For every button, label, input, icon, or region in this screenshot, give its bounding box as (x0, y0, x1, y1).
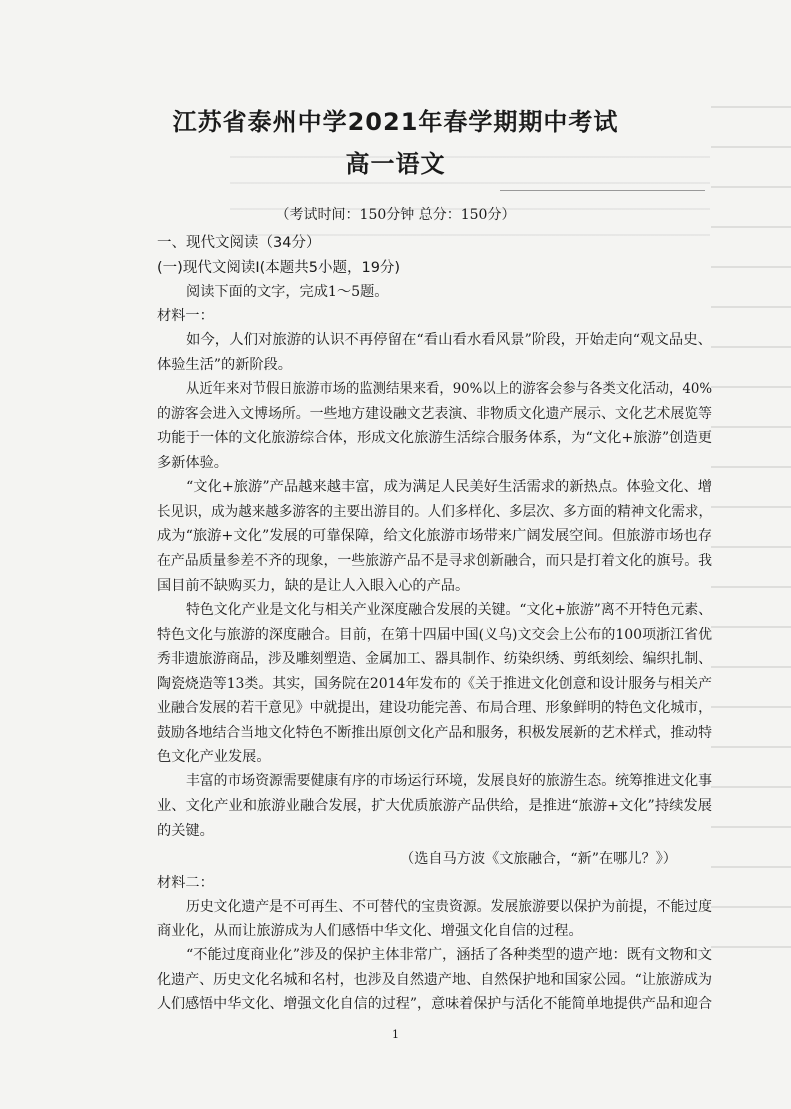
exam-subject: 高一语文 (345, 150, 446, 178)
material1-line: 如今，人们对旅游的认识不再停留在“看山看水看风景”阶段，开始走向“观文品史、 (186, 332, 712, 348)
material1-line: 多新体验。 (157, 455, 228, 471)
material1-line: 的关键。 (157, 823, 214, 839)
material1-line: 丰富的市场资源需要健康有序的市场运行环境，发展良好的旅游生态。统筹推进文化事 (186, 773, 712, 789)
material1-line: 的游客会进入文博场所。一些地方建设融文艺表演、非物质文化遗产展示、文化艺术展览等 (157, 406, 712, 422)
exam-info: （考试时间：150分钟 总分：150分） (275, 207, 516, 223)
material-label: 材料二： (157, 875, 214, 891)
material2-line: 化遗产、历史文化名城和名村，也涉及自然遗产地、自然保护地和国家公园。“让旅游成为 (157, 972, 712, 988)
material1-line: 在产品质量参差不齐的现象，一些旅游产品不是寻求创新融合，而只是打着文化的旗号。我 (157, 553, 712, 569)
material-label: 材料一： (157, 308, 214, 324)
title-rule (500, 190, 705, 191)
material2-line: 商业化，从而让旅游成为人们感悟中华文化、增强文化自信的过程。 (157, 923, 583, 939)
material1-line: 成为“旅游+文化”发展的可靠保障，给文化旅游市场带来广阔发展空间。但旅游市场也存 (157, 528, 712, 544)
section-subheading: (一)现代文阅读Ⅰ(本题共5小题，19分) (157, 260, 401, 276)
material1-line: 业、文化产业和旅游业融合发展，扩大优质旅游产品供给，是推进“旅游+文化”持续发展 (157, 798, 712, 814)
material1-line: 体验生活”的新阶段。 (157, 357, 292, 373)
instruction: 阅读下面的文字，完成1～5题。 (186, 284, 389, 300)
material1-line: 色文化产业发展。 (157, 749, 271, 765)
material1-line: 特色文化与旅游的深度融合。目前，在第十四届中国(义乌)文交会上公布的100项浙江省优 (157, 627, 712, 643)
material2-line: 人们感悟中华文化、增强文化自信的过程”，意味着保护与活化不能简单地提供产品和迎合 (157, 996, 712, 1012)
material1-line: 长见识，成为越来越多游客的主要出游目的。人们多样化、多层次、多方面的精神文化需求， (157, 504, 712, 520)
material-source: （选自马方波《文旅融合，“新”在哪儿？》） (400, 851, 677, 867)
material1-line: 鼓励各地结合当地文化特色不断推出原创文化产品和服务，积极发展新的艺术样式，推动特 (157, 725, 712, 741)
material1-line: 业融合发展的若干意见》中就提出，建设功能完善、布局合理、形象鲜明的特色文化城市， (157, 700, 712, 716)
material1-line: “文化+旅游”产品越来越丰富，成为满足人民美好生活需求的新热点。体验文化、增 (186, 479, 712, 495)
material1-line: 陶瓷烧造等13类。其实，国务院在2014年发布的《关于推进文化创意和设计服务与相关产 (157, 676, 712, 692)
material1-line: 功能于一体的文化旅游综合体，形成文化旅游生活综合服务体系，为“文化+旅游”创造更 (157, 430, 712, 446)
exam-title: 江苏省泰州中学2021年春学期期中考试 (172, 108, 619, 136)
material1-line: 秀非遗旅游商品，涉及雕刻塑造、金属加工、器具制作、纺染织绣、剪纸刻绘、编织扎制、 (157, 651, 712, 667)
material2-line: 历史文化遗产是不可再生、不可替代的宝贵资源。发展旅游要以保护为前提，不能过度 (186, 899, 712, 915)
material2-line: “不能过度商业化”涉及的保护主体非常广，涵括了各种类型的遗产地：既有文物和文 (186, 947, 712, 963)
material1-line: 特色文化产业是文化与相关产业深度融合发展的关键。“文化+旅游”离不开特色元素、 (186, 602, 712, 618)
material1-line: 从近年来对节假日旅游市场的监测结果来看，90%以上的游客会参与各类文化活动，40% (186, 381, 712, 397)
material1-line: 国目前不缺购买力，缺的是让人入眼入心的产品。 (157, 578, 470, 594)
section-heading: 一、现代文阅读（34分） (157, 235, 321, 251)
page-number: 1 (392, 1028, 399, 1041)
